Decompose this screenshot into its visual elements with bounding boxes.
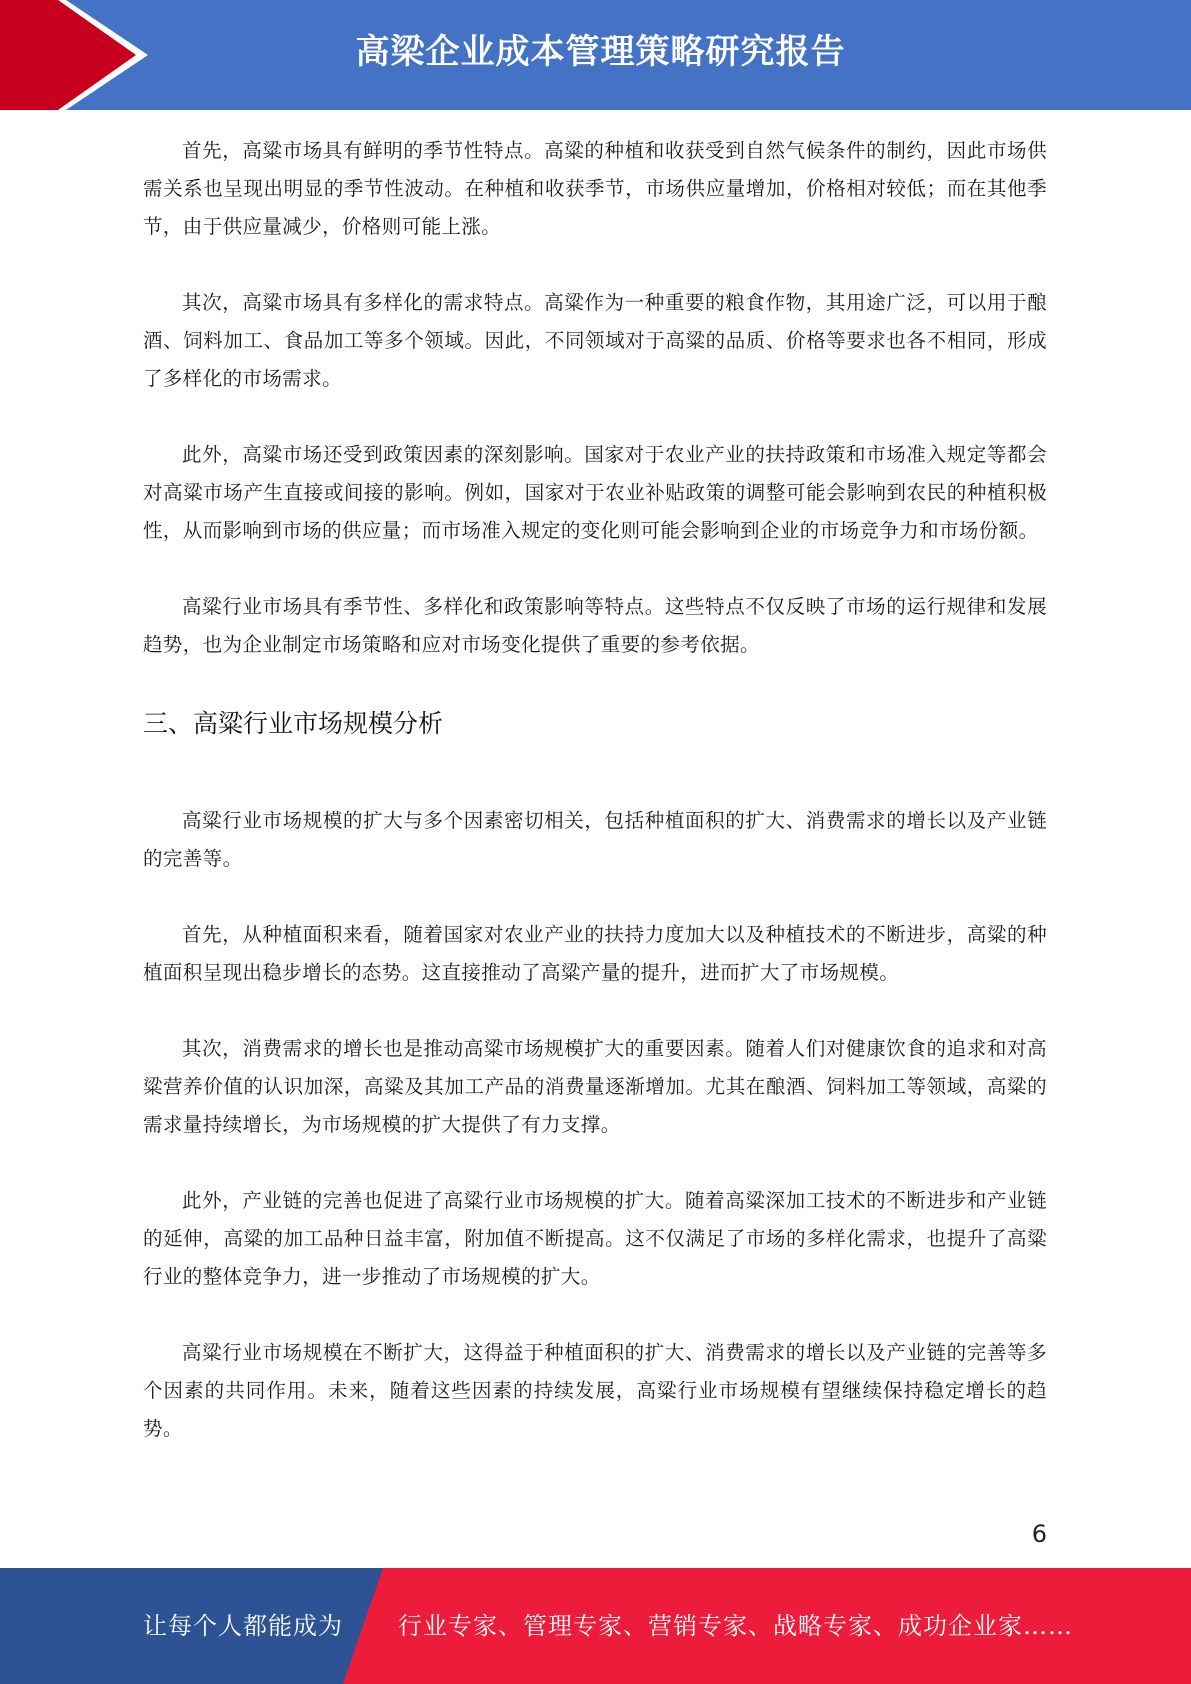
paragraph: 首先，从种植面积来看，随着国家对农业产业的扶持力度加大以及种植技术的不断进步，高粱的种植面积呈现出稳步增长的态势。这直接推动了高粱产量的提升，进而扩大了市场规模。: [143, 923, 1047, 984]
page-number: 6: [1031, 1520, 1047, 1548]
paragraph: 高粱行业市场具有季节性、多样化和政策影响等特点。这些特点不仅反映了市场的运行规律和发展趋势，也为企业制定市场策略和应对市场变化提供了重要的参考依据。: [143, 595, 1047, 656]
footer-slogan-left: 让每个人都能成为: [143, 1612, 343, 1640]
footer-slogan-right: 行业专家、管理专家、营销专家、战略专家、成功企业家……: [398, 1612, 1073, 1640]
document-body: [143, 132, 1047, 1448]
document-title: 高梁企业成本管理策略研究报告: [355, 32, 846, 72]
chevron-arrow-icon: [0, 0, 160, 110]
paragraph: 其次，消费需求的增长也是推动高粱市场规模扩大的重要因素。随着人们对健康饮食的追求和对高粱营养价值的认识加深，高粱及其加工产品的消费量逐渐增加。尤其在酿酒、饲料加工等领域，高粱的需求量持续增长，为市场规模的扩大提供了有力支撑。: [143, 1037, 1047, 1136]
paragraph: 此外，产业链的完善也促进了高粱行业市场规模的扩大。随着高粱深加工技术的不断进步和产业链的延伸，高粱的加工品种日益丰富，附加值不断提高。这不仅满足了市场的多样化需求，也提升了高粱行业的整体竞争力，进一步推动了市场规模的扩大。: [143, 1189, 1047, 1288]
paragraph: 高粱行业市场规模在不断扩大，这得益于种植面积的扩大、消费需求的增长以及产业链的完善等多个因素的共同作用。未来，随着这些因素的持续发展，高粱行业市场规模有望继续保持稳定增长的趋势。: [143, 1341, 1047, 1440]
page-header: [0, 0, 1191, 110]
section-heading: 三、高粱行业市场规模分析: [143, 709, 444, 738]
paragraph: 首先，高粱市场具有鲜明的季节性特点。高粱的种植和收获受到自然气候条件的制约，因此市场供需关系也呈现出明显的季节性波动。在种植和收获季节，市场供应量增加，价格相对较低；而在其他季节，由于供应量减少，价格则可能上涨。: [143, 139, 1047, 238]
paragraph: 其次，高粱市场具有多样化的需求特点。高粱作为一种重要的粮食作物，其用途广泛，可以用于酿酒、饲料加工、食品加工等多个领域。因此，不同领域对于高粱的品质、价格等要求也各不相同，形成了多样化的市场需求。: [143, 291, 1047, 390]
page-footer: [0, 1568, 1191, 1684]
paragraph: 高粱行业市场规模的扩大与多个因素密切相关，包括种植面积的扩大、消费需求的增长以及产业链的完善等。: [143, 809, 1047, 870]
paragraph: 此外，高粱市场还受到政策因素的深刻影响。国家对于农业产业的扶持政策和市场准入规定等都会对高粱市场产生直接或间接的影响。例如，国家对于农业补贴政策的调整可能会影响到农民的种植积极性，从而影响到市场的供应量；而市场准入规定的变化则可能会影响到企业的市场竞争力和市场份额。: [143, 443, 1047, 542]
